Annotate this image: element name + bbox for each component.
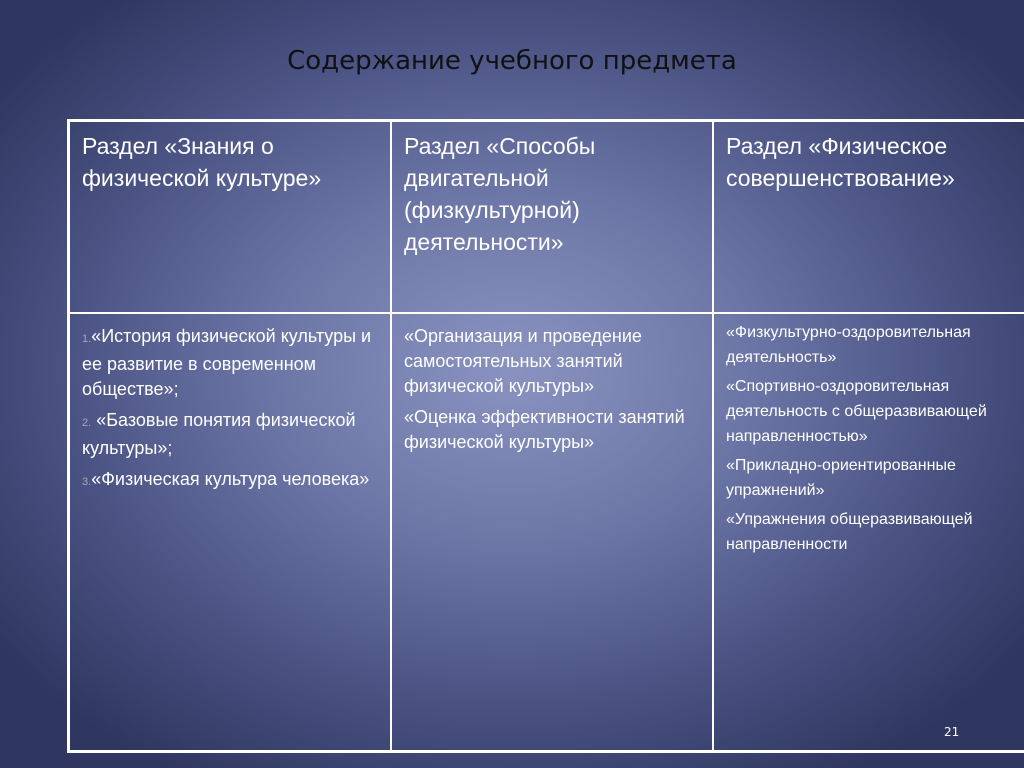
list-item: «Спортивно-оздоровительная деятельность с общеразвивающей направленностью»	[726, 377, 987, 445]
list-item: «Прикладно-ориентированные упражнений»	[726, 456, 956, 499]
header-knowledge-section: Раздел «Знания о физической культуре»	[69, 121, 392, 313]
list-item	[82, 324, 378, 402]
list-item: «Физкультурно-оздоровительная деятельность»	[726, 323, 971, 366]
physical-improvement-topics-cell	[713, 313, 1024, 752]
list-item-text: «Физическая культура человека»	[91, 468, 370, 489]
list-number: 3.	[82, 475, 92, 488]
list-item-text: «История физической культуры и ее развитие в современном обществе»;	[82, 325, 372, 399]
header-activity-methods-section: Раздел «Способы двигательной (физкультурной) деятельности»	[391, 121, 713, 313]
list-item: «Упражнения общеразвивающей направленности	[726, 510, 973, 553]
knowledge-topics-cell	[69, 313, 392, 752]
table-header-row	[69, 121, 1024, 313]
list-item	[82, 408, 378, 461]
list-item: «Оценка эффективности занятий физической культуры»	[404, 406, 685, 452]
list-item	[82, 467, 378, 495]
slide-number: 21	[944, 725, 960, 739]
table-body-row	[69, 313, 1024, 752]
list-number: 1.	[82, 332, 92, 345]
activity-methods-topics-cell	[391, 313, 713, 752]
header-physical-improvement-section: Раздел «Физическое совершенствование»	[713, 121, 1024, 313]
slide-title: Содержание учебного предмета	[287, 46, 737, 76]
list-item-text: «Базовые понятия физической культуры»;	[82, 409, 356, 458]
list-item: «Организация и проведение самостоятельных занятий физической культуры»	[404, 325, 642, 396]
content-table	[67, 119, 1024, 753]
list-number: 2.	[82, 416, 92, 429]
